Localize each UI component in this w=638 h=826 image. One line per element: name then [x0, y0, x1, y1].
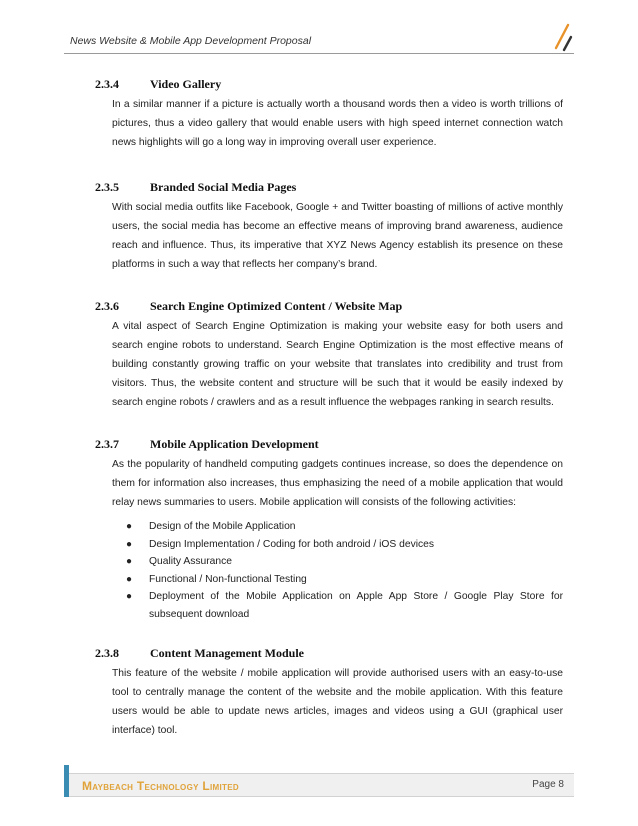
- section-mobile-app-development: [95, 436, 563, 623]
- section-body: A vital aspect of Search Engine Optimization is making your website easy for both users and search engine robots to understand. Search Engine Optimization is the most effective means of building constantly growing traffic on your website that translates into credibility and trust from visitors. Thus, the website content and structure will be such that it would be easily indexed by search engine robots / crawlers and as a result influence the webpages ranking in search results.: [112, 321, 563, 408]
- section-branded-social-media: [95, 179, 563, 274]
- section-content-management: [95, 645, 563, 740]
- section-heading: [95, 179, 563, 195]
- section-heading: [95, 645, 563, 661]
- section-body: As the popularity of handheld computing gadgets continues increase, so does the dependence on them for information also increases, thus emphasizing the need of a mobile application that would relay news summaries to users. Mobile application will consists of the following activities:: [112, 459, 563, 508]
- list-item-text: Design Implementation / Coding for both android / iOS devices: [149, 538, 435, 550]
- section-title: Content Management Module: [150, 646, 304, 660]
- section-number: 2.3.6: [95, 299, 119, 313]
- list-item: [112, 536, 563, 554]
- section-body: With social media outfits like Facebook, Google + and Twitter boasting of millions of active monthly users, the social media has become an effective means of improving brand awareness, audience reach and influence. Thus, its imperative that XYZ News Agency establish its presence on these platforms in such a way that reflects her company’s brand.: [112, 202, 563, 270]
- bullet-icon: ●: [126, 556, 133, 567]
- section-title: Mobile Application Development: [150, 437, 319, 451]
- section-number: 2.3.5: [95, 180, 119, 194]
- section-heading: [95, 298, 563, 314]
- company-logo-icon: [550, 22, 574, 52]
- list-item-text: Deployment of the Mobile Application on Apple App Store / Google Play Store for subsequent download: [149, 591, 563, 620]
- header-divider: [64, 53, 574, 54]
- section-title: Branded Social Media Pages: [150, 180, 297, 194]
- document-header-title: News Website & Mobile App Development Proposal: [70, 35, 312, 47]
- list-item: [112, 518, 563, 536]
- section-body: In a similar manner if a picture is actually worth a thousand words then a video is worth trillions of pictures, thus a video gallery that would enable users with high speed internet connection watch news highlights will go a long way in improving overall user experience.: [112, 99, 563, 148]
- page-number: Page 8: [532, 779, 564, 790]
- list-item: [112, 588, 563, 623]
- section-number: 2.3.4: [95, 77, 119, 91]
- section-body: This feature of the website / mobile application will provide authorised users with an easy-to-use tool to centrally manage the content of the website and the mobile application. With this feature users would be able to update news articles, images and videos using a GUI (graphical user interface) tool.: [112, 668, 563, 736]
- bullet-icon: ●: [126, 521, 133, 532]
- list-item-text: Functional / Non-functional Testing: [149, 573, 307, 585]
- section-title: Video Gallery: [150, 77, 222, 91]
- section-heading: [95, 436, 563, 452]
- list-item-text: Quality Assurance: [149, 556, 232, 567]
- section-number: 2.3.8: [95, 646, 119, 660]
- list-item-text: Design of the Mobile Application: [149, 521, 296, 532]
- footer-company-name: Maybeach Technology Limited: [82, 779, 239, 793]
- list-item: [112, 553, 563, 571]
- section-video-gallery: [95, 76, 563, 152]
- section-heading: [95, 76, 563, 92]
- section-title: Search Engine Optimized Content / Website Map: [150, 299, 403, 313]
- bullet-icon: ●: [126, 591, 133, 602]
- activity-list: [112, 518, 563, 623]
- bullet-icon: ●: [126, 573, 133, 585]
- bullet-icon: ●: [126, 538, 133, 550]
- list-item: [112, 571, 563, 589]
- section-number: 2.3.7: [95, 437, 119, 451]
- footer-accent-stripe: [64, 765, 69, 797]
- section-seo-content: [95, 298, 563, 412]
